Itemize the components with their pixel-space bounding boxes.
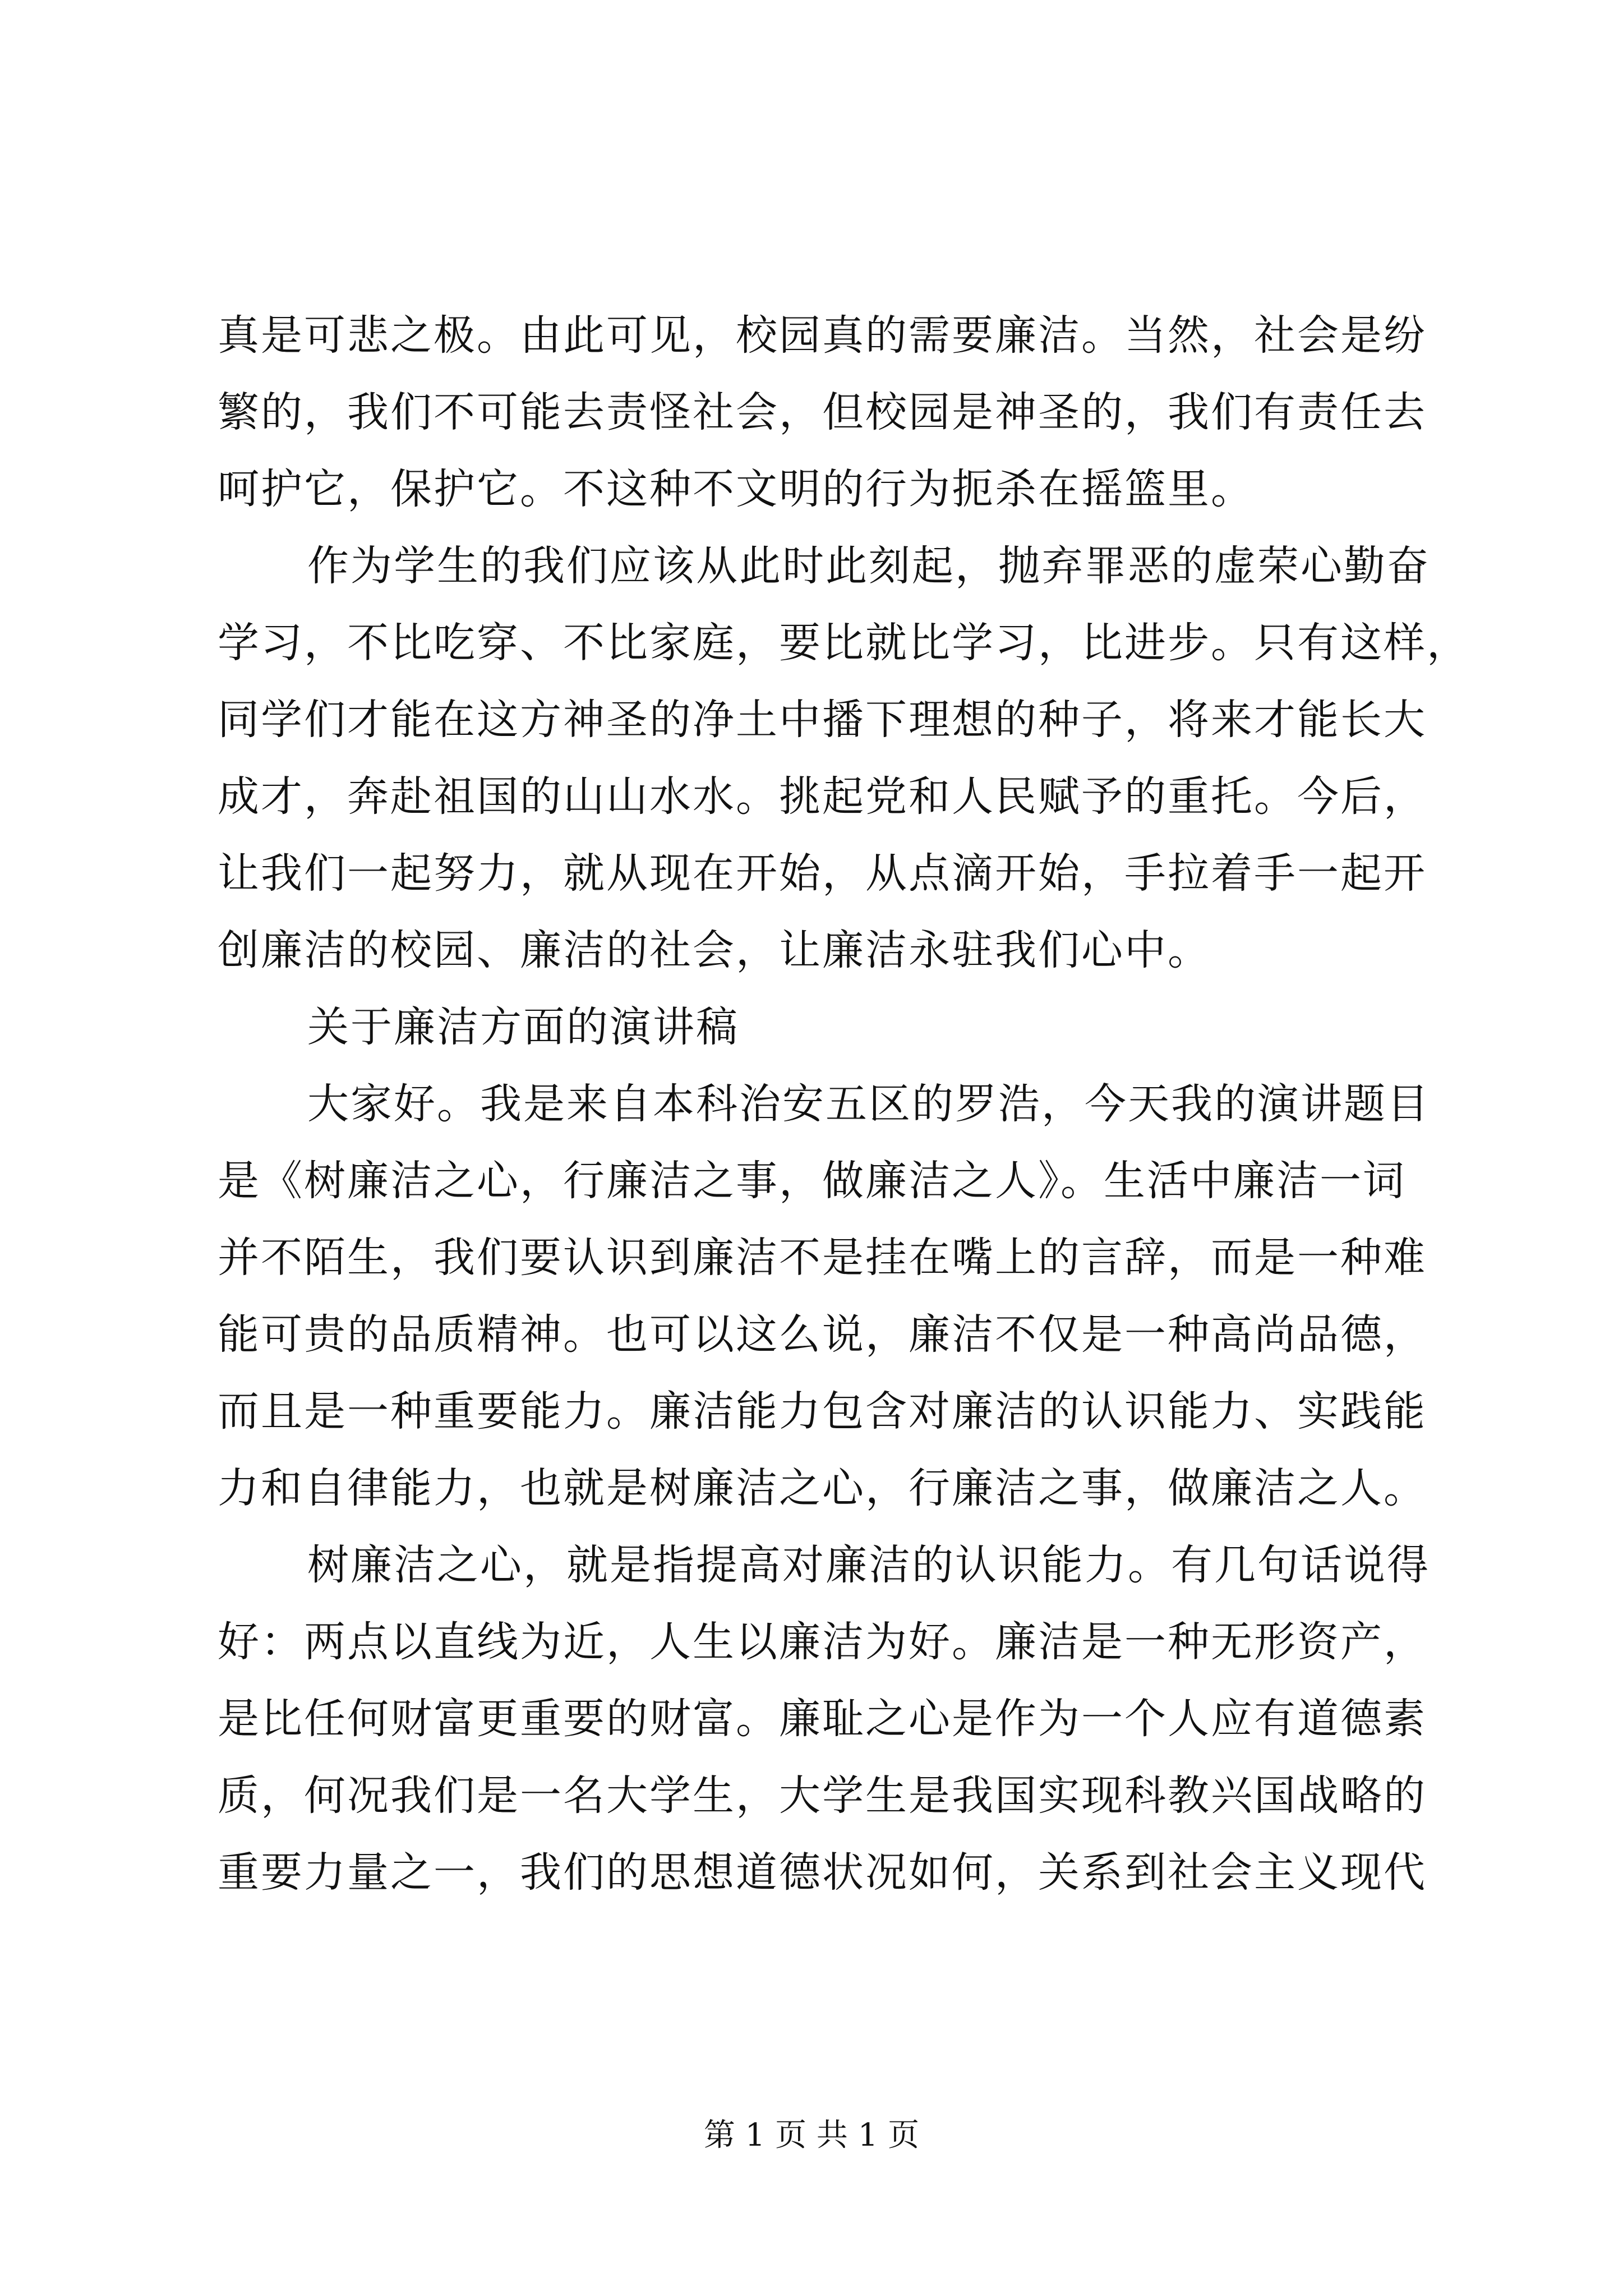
text-line: 质，何况我们是一名大学生，大学生是我国实现科教兴国战略的 [218,1772,1427,1820]
paragraph-start-line: 大家好。我是来自本科治安五区的罗浩，今天我的演讲题目 [307,1080,1430,1128]
text-line: 同学们才能在这方神圣的净土中播下理想的种子，将来才能长大 [218,696,1427,744]
text-line: 成才，奔赴祖国的山山水水。挑起党和人民赋予的重托。今后， [218,772,1427,821]
text-line: 真是可悲之极。由此可见，校园真的需要廉洁。当然，社会是纷 [218,311,1427,360]
text-line: 而且是一种重要能力。廉洁能力包含对廉洁的认识能力、实践能 [218,1387,1427,1435]
text-line: 学习，不比吃穿、不比家庭，要比就比学习，比进步。只有这样， [218,619,1470,667]
text-line: 能可贵的品质精神。也可以这么说，廉洁不仅是一种高尚品德， [218,1310,1427,1359]
document-body [218,297,1470,1911]
text-line: 创廉洁的校园、廉洁的社会，让廉洁永驻我们心中。 [218,926,1211,974]
paragraph-start-line: 树廉洁之心，就是指提高对廉洁的认识能力。有几句话说得 [307,1541,1430,1589]
paragraph-start-line: 作为学生的我们应该从此时此刻起，抛弃罪恶的虚荣心勤奋 [307,542,1430,590]
text-line: 是《树廉洁之心，行廉洁之事，做廉洁之人》。生活中廉洁一词 [218,1157,1406,1205]
page-number-footer: 第 1 页 共 1 页 [703,2117,920,2154]
section-title: 关于廉洁方面的演讲稿 [307,1003,739,1051]
text-line: 力和自律能力，也就是树廉洁之心，行廉洁之事，做廉洁之人。 [218,1464,1427,1512]
text-line: 让我们一起努力，就从现在开始，从点滴开始，手拉着手一起开 [218,849,1427,898]
text-line: 是比任何财富更重要的财富。廉耻之心是作为一个人应有道德素 [218,1695,1427,1743]
text-line: 呵护它，保护它。不这种不文明的行为扼杀在摇篮里。 [218,465,1254,513]
text-line: 繁的，我们不可能去责怪社会，但校园是神圣的，我们有责任去 [218,388,1427,436]
text-line: 并不陌生，我们要认识到廉洁不是挂在嘴上的言辞，而是一种难 [218,1234,1427,1282]
text-line: 好：两点以直线为近，人生以廉洁为好。廉洁是一种无形资产， [218,1618,1427,1666]
text-line: 重要力量之一，我们的思想道德状况如何，关系到社会主义现代 [218,1848,1427,1897]
